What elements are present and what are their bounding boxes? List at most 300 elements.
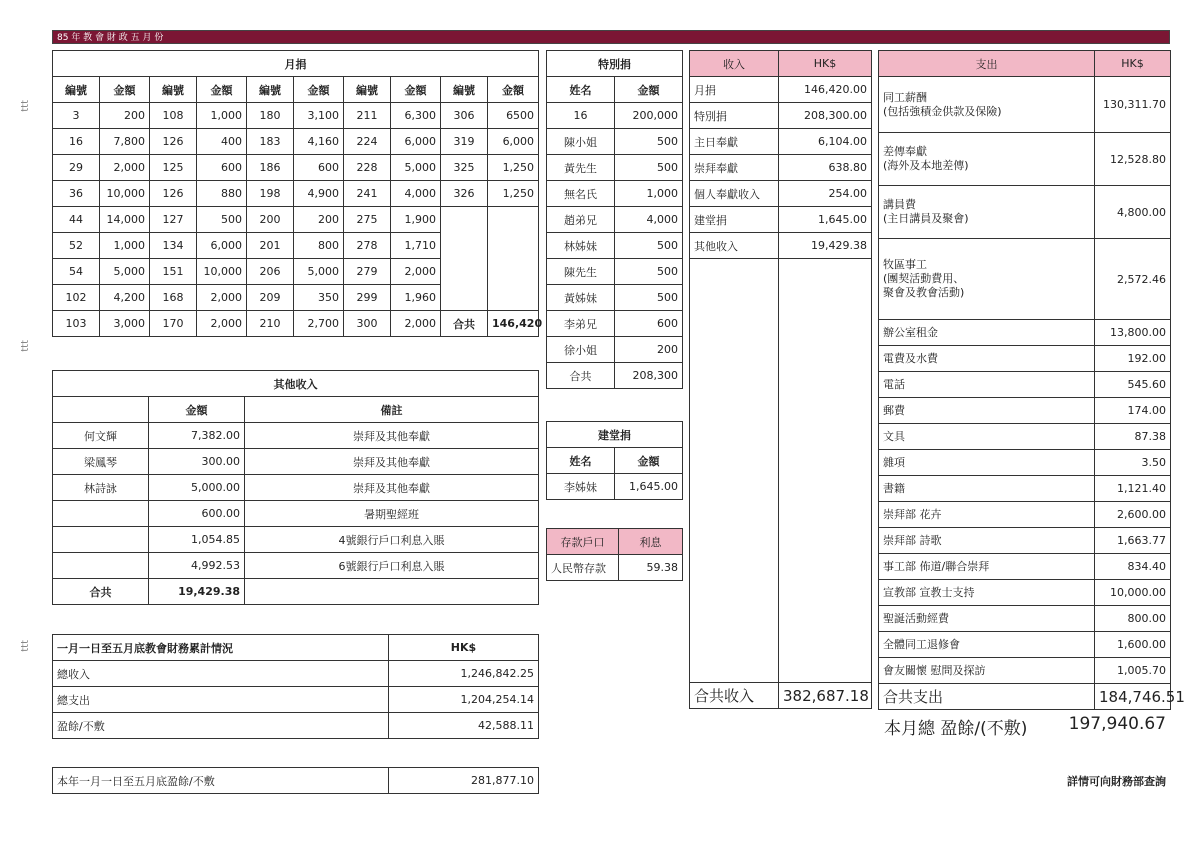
table-row (53, 103, 539, 129)
table-cell: 電費及水費 (879, 346, 1095, 372)
table-cell: 545.60 (1095, 372, 1171, 398)
monthly-header: 編號 (344, 77, 391, 103)
table-cell: 6,000 (391, 129, 441, 155)
table-cell: 186 (247, 155, 294, 181)
other-income-header-notes: 備註 (245, 397, 539, 423)
table-cell: 200 (615, 337, 683, 363)
page-header (52, 30, 1170, 44)
table-row (53, 553, 539, 579)
table-row (690, 181, 872, 207)
table-cell: 1,645.00 (615, 474, 683, 500)
table-cell: 500 (615, 155, 683, 181)
table-cell (488, 259, 539, 285)
table-cell: 500 (615, 285, 683, 311)
table-cell: 7,382.00 (149, 423, 245, 449)
table-cell: 特別捐 (690, 103, 779, 129)
expense-total-value: 184,746.51 (1095, 684, 1171, 710)
table-cell: 崇拜及其他奉獻 (245, 423, 539, 449)
income-header-label: 收入 (690, 51, 779, 77)
table-cell: 254.00 (779, 181, 872, 207)
table-cell: 1,246,842.25 (389, 661, 539, 687)
table-cell: 盈餘/不敷 (53, 713, 389, 739)
table-row (53, 687, 539, 713)
table-cell: 崇拜奉獻 (690, 155, 779, 181)
table-cell: 3.50 (1095, 450, 1171, 476)
table-cell: 103 (53, 311, 100, 337)
table-cell: 3 (53, 103, 100, 129)
table-cell: 183 (247, 129, 294, 155)
table-row (879, 77, 1171, 133)
table-row (53, 527, 539, 553)
table-cell (53, 553, 149, 579)
table-cell: 275 (344, 207, 391, 233)
table-cell: 5,000 (100, 259, 150, 285)
table-cell: 2,000 (391, 259, 441, 285)
table-cell: 102 (53, 285, 100, 311)
year-note-table (52, 767, 539, 794)
table-cell: 10,000 (100, 181, 150, 207)
table-row (53, 661, 539, 687)
monthly-header: 金額 (391, 77, 441, 103)
table-cell: 4,000 (615, 207, 683, 233)
table-cell: 總支出 (53, 687, 389, 713)
monthly-header: 金額 (100, 77, 150, 103)
table-cell: 208,300 (615, 363, 683, 389)
table-cell: 1,250 (488, 155, 539, 181)
table-cell: 書籍 (879, 476, 1095, 502)
interest-header-account: 存款戶口 (547, 529, 619, 555)
table-row (53, 713, 539, 739)
table-row (879, 133, 1171, 186)
table-row (547, 155, 683, 181)
table-row (53, 285, 539, 311)
table-cell: 2,000 (197, 311, 247, 337)
table-cell: 講員費 (主日講員及聚會) (879, 186, 1095, 239)
table-cell: 6號銀行戶口利息入賬 (245, 553, 539, 579)
table-cell: 306 (441, 103, 488, 129)
monthly-header: 編號 (53, 77, 100, 103)
income-header-currency: HK$ (779, 51, 872, 77)
expense-header-label: 支出 (879, 51, 1095, 77)
table-cell: 16 (547, 103, 615, 129)
table-row (879, 424, 1171, 450)
table-cell: 雜項 (879, 450, 1095, 476)
page-title: 85 年 教 會 財 政 五 月 份 (57, 33, 164, 43)
income-total-value: 382,687.18 (779, 683, 872, 709)
table-cell (488, 233, 539, 259)
table-cell: 210 (247, 311, 294, 337)
table-cell: 29 (53, 155, 100, 181)
special-title: 特別捐 (547, 51, 683, 77)
table-row (879, 346, 1171, 372)
table-cell: 350 (294, 285, 344, 311)
table-row (879, 186, 1171, 239)
table-row (53, 155, 539, 181)
expense-header-currency: HK$ (1095, 51, 1171, 77)
table-row (879, 239, 1171, 320)
table-cell (53, 527, 149, 553)
table-row (547, 181, 683, 207)
table-cell (441, 259, 488, 285)
table-row (53, 475, 539, 501)
other-income-header-amount: 金額 (149, 397, 245, 423)
table-cell: 209 (247, 285, 294, 311)
table-cell: 134 (150, 233, 197, 259)
table-cell: 2,000 (391, 311, 441, 337)
table-cell: 陳小姐 (547, 129, 615, 155)
table-row (53, 423, 539, 449)
table-cell: 200 (294, 207, 344, 233)
monthly-header: 編號 (247, 77, 294, 103)
monthly-table (52, 50, 543, 337)
other-income-total-value: 19,429.38 (149, 579, 245, 605)
table-cell: 電話 (879, 372, 1095, 398)
table-row (690, 77, 872, 103)
table-cell (441, 285, 488, 311)
table-cell: 辦公室租金 (879, 320, 1095, 346)
table-cell: 170 (150, 311, 197, 337)
table-cell: 人民幣存款 (547, 555, 619, 581)
table-cell: 黃先生 (547, 155, 615, 181)
table-cell: 何文輝 (53, 423, 149, 449)
table-cell: 1,121.40 (1095, 476, 1171, 502)
table-row (547, 129, 683, 155)
monthly-header: 編號 (441, 77, 488, 103)
table-cell: 146,420.00 (779, 77, 872, 103)
table-row (879, 632, 1171, 658)
table-cell: 108 (150, 103, 197, 129)
table-cell: 1,000 (100, 233, 150, 259)
table-cell: 1,054.85 (149, 527, 245, 553)
table-cell: 52 (53, 233, 100, 259)
table-cell: 54 (53, 259, 100, 285)
table-row (547, 103, 683, 129)
table-row (690, 129, 872, 155)
table-cell: 278 (344, 233, 391, 259)
table-row (547, 233, 683, 259)
table-cell: 崇拜及其他奉獻 (245, 449, 539, 475)
table-cell: 200 (100, 103, 150, 129)
table-cell: 87.38 (1095, 424, 1171, 450)
table-row (879, 398, 1171, 424)
table-cell: 4,900 (294, 181, 344, 207)
table-row (690, 233, 872, 259)
table-cell: 會友關懷 慰問及探訪 (879, 658, 1095, 684)
table-cell: 125 (150, 155, 197, 181)
table-cell: 126 (150, 129, 197, 155)
table-cell: 44 (53, 207, 100, 233)
other-income-table (52, 370, 539, 605)
table-cell: 事工部 佈道/聯合崇拜 (879, 554, 1095, 580)
table-row (53, 449, 539, 475)
special-header-amount: 金額 (615, 77, 683, 103)
table-cell: 13,800.00 (1095, 320, 1171, 346)
table-cell (488, 285, 539, 311)
table-cell: 19,429.38 (779, 233, 872, 259)
table-cell: 4,992.53 (149, 553, 245, 579)
table-row (547, 311, 683, 337)
side-label: ttt (20, 340, 31, 352)
special-table (546, 50, 683, 389)
table-cell: 325 (441, 155, 488, 181)
table-row (879, 658, 1171, 684)
side-label: ttt (20, 100, 31, 112)
table-cell: 180 (247, 103, 294, 129)
table-cell: 4,160 (294, 129, 344, 155)
building-header-amount: 金額 (615, 448, 683, 474)
table-cell: 4,000 (391, 181, 441, 207)
side-label: ttt (20, 640, 31, 652)
table-cell: 趙弟兄 (547, 207, 615, 233)
table-cell: 1,000 (197, 103, 247, 129)
table-cell: 郵費 (879, 398, 1095, 424)
table-cell: 4號銀行戶口利息入賬 (245, 527, 539, 553)
table-row (53, 181, 539, 207)
table-cell: 梁鳳琴 (53, 449, 149, 475)
table-cell: 總收入 (53, 661, 389, 687)
table-cell: 5,000 (294, 259, 344, 285)
table-cell: 暑期聖經班 (245, 501, 539, 527)
building-header-name: 姓名 (547, 448, 615, 474)
table-cell: 174.00 (1095, 398, 1171, 424)
table-cell: 834.40 (1095, 554, 1171, 580)
table-cell: 2,700 (294, 311, 344, 337)
building-title: 建堂捐 (547, 422, 683, 448)
table-cell: 5,000.00 (149, 475, 245, 501)
table-row (690, 207, 872, 233)
table-row (879, 606, 1171, 632)
special-header-name: 姓名 (547, 77, 615, 103)
table-cell: 241 (344, 181, 391, 207)
table-cell: 崇拜及其他奉獻 (245, 475, 539, 501)
table-cell: 陳先生 (547, 259, 615, 285)
table-cell: 500 (615, 233, 683, 259)
income-table (689, 50, 872, 709)
table-cell: 聖誕活動經費 (879, 606, 1095, 632)
table-cell: 文具 (879, 424, 1095, 450)
table-cell: 500 (615, 129, 683, 155)
table-cell: 198 (247, 181, 294, 207)
table-cell: 5,000 (391, 155, 441, 181)
table-cell: 合共 (441, 311, 488, 337)
table-row (547, 363, 683, 389)
table-cell: 10,000 (197, 259, 247, 285)
table-cell: 300 (344, 311, 391, 337)
side-labels (14, 40, 38, 800)
cumulative-currency: HK$ (389, 635, 539, 661)
table-cell: 崇拜部 詩歌 (879, 528, 1095, 554)
table-cell: 16 (53, 129, 100, 155)
table-cell: 880 (197, 181, 247, 207)
table-cell: 2,000 (100, 155, 150, 181)
table-row (879, 580, 1171, 606)
monthly-header: 金額 (488, 77, 539, 103)
table-row (879, 372, 1171, 398)
table-cell: 224 (344, 129, 391, 155)
table-cell: 200 (247, 207, 294, 233)
table-row (879, 320, 1171, 346)
table-cell: 6,000 (488, 129, 539, 155)
table-cell: 130,311.70 (1095, 77, 1171, 133)
monthly-header: 編號 (150, 77, 197, 103)
table-cell: 全體同工退修會 (879, 632, 1095, 658)
monthly-header: 金額 (197, 77, 247, 103)
table-cell: 319 (441, 129, 488, 155)
table-row (879, 502, 1171, 528)
table-cell: 6,300 (391, 103, 441, 129)
table-cell: 宣教部 宣教士支持 (879, 580, 1095, 606)
table-cell: 差傳奉獻 (海外及本地差傳) (879, 133, 1095, 186)
table-row (690, 103, 872, 129)
table-cell: 1,663.77 (1095, 528, 1171, 554)
month-balance-value: 197,940.67 (1068, 714, 1166, 734)
table-cell: 1,960 (391, 285, 441, 311)
table-cell: 同工薪酬 (包括強積金供款及保險) (879, 77, 1095, 133)
table-cell: 其他收入 (690, 233, 779, 259)
table-cell: 14,000 (100, 207, 150, 233)
month-balance-label: 本月總 盈餘/(不敷) (884, 719, 1028, 739)
footer-note: 詳情可向財務部查詢 (1067, 775, 1166, 788)
table-row (53, 233, 539, 259)
table-cell: 59.38 (619, 555, 683, 581)
table-cell: 500 (615, 259, 683, 285)
table-cell: 1,600.00 (1095, 632, 1171, 658)
table-row (879, 450, 1171, 476)
table-cell: 126 (150, 181, 197, 207)
table-cell: 600 (197, 155, 247, 181)
table-cell: 7,800 (100, 129, 150, 155)
table-cell: 1,204,254.14 (389, 687, 539, 713)
table-row (547, 259, 683, 285)
table-row (547, 207, 683, 233)
interest-header-interest: 利息 (619, 529, 683, 555)
table-cell: 36 (53, 181, 100, 207)
table-cell: 4,200 (100, 285, 150, 311)
monthly-header: 金額 (294, 77, 344, 103)
table-cell: 2,000 (197, 285, 247, 311)
table-cell: 206 (247, 259, 294, 285)
table-cell: 638.80 (779, 155, 872, 181)
table-cell: 1,710 (391, 233, 441, 259)
table-cell: 208,300.00 (779, 103, 872, 129)
table-cell: 個人奉獻收入 (690, 181, 779, 207)
table-cell: 2,572.46 (1095, 239, 1171, 320)
table-cell: 1,000 (615, 181, 683, 207)
table-cell: 146,420 (488, 311, 539, 337)
interest-table (546, 528, 683, 581)
table-cell: 500 (197, 207, 247, 233)
table-cell: 林詩詠 (53, 475, 149, 501)
table-cell: 崇拜部 花卉 (879, 502, 1095, 528)
table-cell: 192.00 (1095, 346, 1171, 372)
table-cell: 6500 (488, 103, 539, 129)
table-cell (441, 207, 488, 233)
table-cell: 主日奉獻 (690, 129, 779, 155)
table-row (879, 476, 1171, 502)
building-table (546, 421, 683, 500)
table-cell: 800 (294, 233, 344, 259)
table-cell: 李姊妹 (547, 474, 615, 500)
table-cell: 6,000 (197, 233, 247, 259)
expense-table (878, 50, 1185, 710)
table-cell: 299 (344, 285, 391, 311)
table-cell: 建堂捐 (690, 207, 779, 233)
table-cell: 6,104.00 (779, 129, 872, 155)
table-cell: 徐小姐 (547, 337, 615, 363)
table-row (547, 555, 683, 581)
table-cell: 211 (344, 103, 391, 129)
other-income-title: 其他收入 (53, 371, 539, 397)
table-cell: 600 (294, 155, 344, 181)
table-cell: 牧區事工 (團契活動費用、 聚會及教會活動) (879, 239, 1095, 320)
table-row (547, 474, 683, 500)
table-row (547, 337, 683, 363)
table-row (690, 155, 872, 181)
table-cell: 168 (150, 285, 197, 311)
other-income-header-blank (53, 397, 149, 423)
table-cell: 201 (247, 233, 294, 259)
table-cell: 42,588.11 (389, 713, 539, 739)
table-row (879, 554, 1171, 580)
table-cell: 1,250 (488, 181, 539, 207)
income-total-label: 合共收入 (690, 683, 779, 709)
expense-total-label: 合共支出 (879, 684, 1095, 710)
table-cell: 無名氏 (547, 181, 615, 207)
table-cell: 200,000 (615, 103, 683, 129)
table-row (53, 207, 539, 233)
other-income-total-label: 合共 (53, 579, 149, 605)
table-cell: 合共 (547, 363, 615, 389)
table-cell: 800.00 (1095, 606, 1171, 632)
table-cell: 279 (344, 259, 391, 285)
table-row (879, 528, 1171, 554)
year-note-label: 本年一月一日至五月底盈餘/不敷 (53, 768, 389, 794)
table-cell: 黃姊妹 (547, 285, 615, 311)
table-cell: 李弟兄 (547, 311, 615, 337)
table-cell: 1,645.00 (779, 207, 872, 233)
table-cell: 127 (150, 207, 197, 233)
table-cell: 600 (615, 311, 683, 337)
cumulative-table (52, 634, 539, 739)
table-cell (441, 233, 488, 259)
table-row (53, 311, 539, 337)
table-cell: 林姊妹 (547, 233, 615, 259)
table-cell (488, 207, 539, 233)
table-row (53, 501, 539, 527)
table-row (547, 285, 683, 311)
year-note-value: 281,877.10 (389, 768, 539, 794)
table-cell (53, 501, 149, 527)
table-cell: 326 (441, 181, 488, 207)
cumulative-title: 一月一日至五月底教會財務累計情況 (53, 635, 389, 661)
table-cell: 1,005.70 (1095, 658, 1171, 684)
table-cell: 300.00 (149, 449, 245, 475)
table-cell: 12,528.80 (1095, 133, 1171, 186)
monthly-title: 月捐 (53, 51, 539, 77)
table-cell: 400 (197, 129, 247, 155)
table-cell: 4,800.00 (1095, 186, 1171, 239)
table-cell: 1,900 (391, 207, 441, 233)
table-cell: 228 (344, 155, 391, 181)
table-cell: 3,000 (100, 311, 150, 337)
table-row (53, 259, 539, 285)
table-cell: 2,600.00 (1095, 502, 1171, 528)
table-cell: 月捐 (690, 77, 779, 103)
table-cell: 3,100 (294, 103, 344, 129)
table-cell: 600.00 (149, 501, 245, 527)
table-cell: 151 (150, 259, 197, 285)
table-row (53, 129, 539, 155)
